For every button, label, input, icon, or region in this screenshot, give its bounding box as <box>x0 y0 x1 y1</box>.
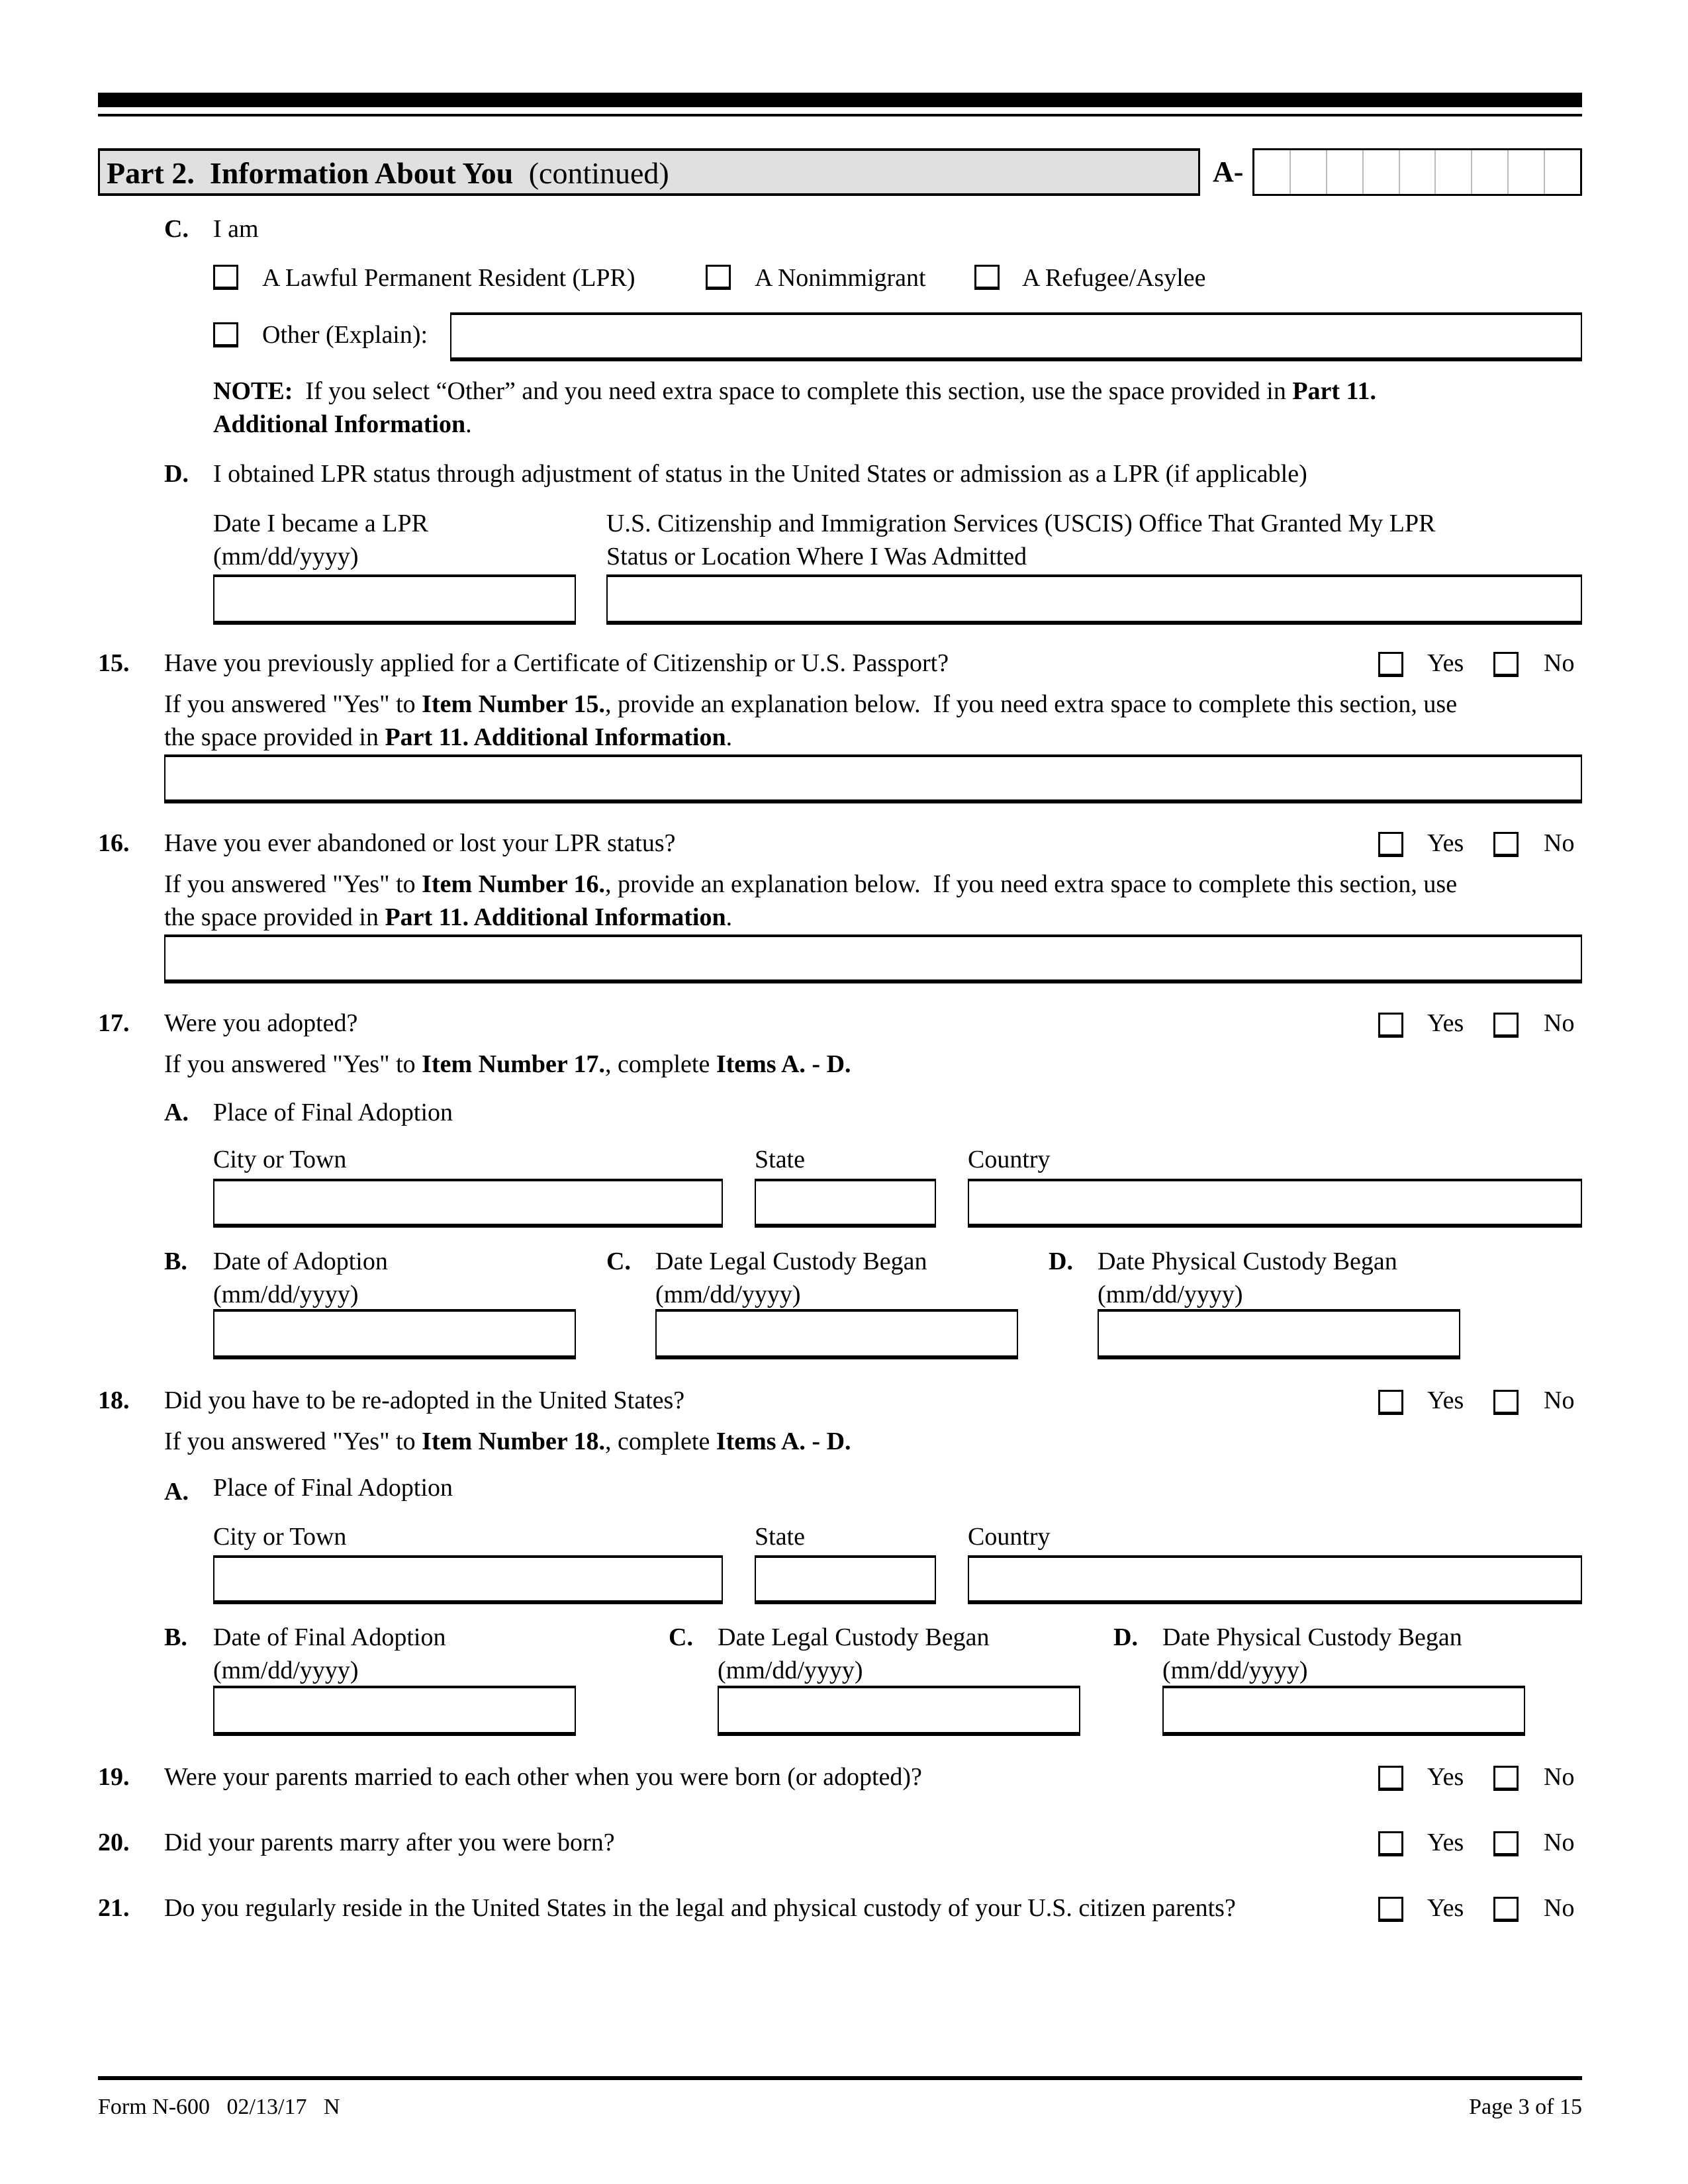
item-18-no-label: No <box>1544 1387 1575 1414</box>
item-18-city-label: City or Town <box>213 1523 347 1551</box>
uscis-office-label: U.S. Citizenship and Immigration Services (USCIS) Office That Granted My LPR <box>606 510 1436 537</box>
item-15-no-label: No <box>1544 649 1575 677</box>
item-18-yes-checkbox[interactable] <box>1378 1390 1403 1415</box>
note-ref-part-11: Part 11. <box>1292 377 1376 405</box>
a-number-cell[interactable] <box>1399 150 1435 194</box>
item-17-number: 17. <box>98 1009 130 1037</box>
item-16-yes-checkbox[interactable] <box>1378 832 1403 857</box>
a-number-cell[interactable] <box>1434 150 1471 194</box>
nonimmigrant-checkbox[interactable] <box>706 265 731 290</box>
item-17-adoption-date-input[interactable] <box>213 1309 576 1359</box>
item-21-yes-label: Yes <box>1427 1894 1464 1922</box>
item-19-number: 19. <box>98 1763 130 1791</box>
item-c-letter: C. <box>164 215 189 243</box>
item-16-question: Have you ever abandoned or lost your LPR status? <box>164 829 676 857</box>
items-ref: Items A. - D. <box>716 1050 851 1078</box>
top-thick-rule <box>98 93 1582 107</box>
part-label: Part 2. Information About You <box>107 156 514 190</box>
item-18c-label: Date Legal Custody Began <box>718 1623 990 1651</box>
section-title <box>107 155 669 192</box>
item-18b-letter: B. <box>164 1623 187 1651</box>
section-header <box>98 148 1200 196</box>
item-18d-label: Date Physical Custody Began <box>1162 1623 1462 1651</box>
instruction-text: the space provided in <box>164 723 385 751</box>
a-number-prefix: A- <box>1213 156 1244 188</box>
item-21-number: 21. <box>98 1894 130 1922</box>
item-16-yes-label: Yes <box>1427 829 1464 857</box>
uscis-office-input[interactable] <box>606 574 1582 625</box>
item-18-legal-custody-date-input[interactable] <box>718 1686 1080 1736</box>
item-19-no-label: No <box>1544 1763 1575 1791</box>
item-17-city-input[interactable] <box>213 1179 723 1228</box>
item-16-no-label: No <box>1544 829 1575 857</box>
item-16-instruction-2 <box>164 901 732 933</box>
instruction-text: , provide an explanation below. If you need extra space to complete this section, use <box>605 690 1458 718</box>
item-18d-format: (mm/dd/yyyy) <box>1162 1657 1308 1684</box>
item-ref: Item Number 17. <box>422 1050 606 1078</box>
a-number-cell[interactable] <box>1544 150 1580 194</box>
item-18-instruction <box>164 1426 851 1457</box>
form-id: Form N-600 02/13/17 N <box>98 2095 340 2119</box>
instruction-text: If you answered "Yes" to <box>164 870 422 898</box>
item-17c-label: Date Legal Custody Began <box>655 1248 927 1275</box>
item-18-state-label: State <box>755 1523 805 1551</box>
item-18-physical-custody-date-input[interactable] <box>1162 1686 1525 1736</box>
item-17-country-input[interactable] <box>968 1179 1582 1228</box>
item-17d-label: Date Physical Custody Began <box>1098 1248 1397 1275</box>
item-18c-letter: C. <box>669 1623 693 1651</box>
item-d-letter: D. <box>164 460 189 488</box>
item-16-no-checkbox[interactable] <box>1493 832 1519 857</box>
item-17-legal-custody-date-input[interactable] <box>655 1309 1018 1359</box>
item-21-no-checkbox[interactable] <box>1493 1897 1519 1922</box>
item-20-number: 20. <box>98 1829 130 1856</box>
item-18-country-input[interactable] <box>968 1555 1582 1604</box>
item-18b-label: Date of Final Adoption <box>213 1623 446 1651</box>
item-17b-letter: B. <box>164 1248 187 1275</box>
item-17-state-label: State <box>755 1146 805 1173</box>
item-15-no-checkbox[interactable] <box>1493 652 1519 677</box>
item-20-question: Did your parents marry after you were born? <box>164 1829 615 1856</box>
item-15-instruction-2 <box>164 721 732 753</box>
item-20-yes-checkbox[interactable] <box>1378 1831 1403 1856</box>
part-11-ref: Part 11. Additional Information <box>385 723 726 751</box>
item-15-yes-label: Yes <box>1427 649 1464 677</box>
item-17-no-label: No <box>1544 1009 1575 1037</box>
item-20-yes-label: Yes <box>1427 1829 1464 1856</box>
a-number-cell[interactable] <box>1326 150 1362 194</box>
item-17c-letter: C. <box>606 1248 631 1275</box>
top-thin-rule <box>98 114 1582 116</box>
refugee-asylee-label: A Refugee/Asylee <box>1022 264 1206 292</box>
instruction-end: . <box>726 903 733 931</box>
item-15-instruction-1 <box>164 688 1457 720</box>
note-line-2 <box>213 408 472 440</box>
other-explain-input[interactable] <box>450 312 1582 361</box>
item-18-yes-label: Yes <box>1427 1387 1464 1414</box>
item-19-yes-label: Yes <box>1427 1763 1464 1791</box>
item-18a-label: Place of Final Adoption <box>213 1474 453 1502</box>
item-17-instruction <box>164 1048 851 1080</box>
item-17d-format: (mm/dd/yyyy) <box>1098 1281 1243 1308</box>
item-c-prompt: I am <box>213 215 259 243</box>
uscis-office-label-2: Status or Location Where I Was Admitted <box>606 543 1027 570</box>
item-19-question: Were your parents married to each other when you were born (or adopted)? <box>164 1763 922 1791</box>
instruction-text: , complete <box>605 1050 716 1078</box>
instruction-end: . <box>726 723 733 751</box>
instruction-text: If you answered "Yes" to <box>164 1050 422 1078</box>
note-ref-additional-info: Additional Information <box>213 410 466 438</box>
item-17a-label: Place of Final Adoption <box>213 1099 453 1126</box>
note-label: NOTE: <box>213 377 293 405</box>
item-20-no-label: No <box>1544 1829 1575 1856</box>
a-number-input[interactable] <box>1252 148 1582 196</box>
nonimmigrant-label: A Nonimmigrant <box>755 264 926 292</box>
item-17-city-label: City or Town <box>213 1146 347 1173</box>
lpr-date-format: (mm/dd/yyyy) <box>213 543 359 570</box>
item-18-no-checkbox[interactable] <box>1493 1390 1519 1415</box>
item-18a-letter: A. <box>164 1478 189 1506</box>
item-17b-format: (mm/dd/yyyy) <box>213 1281 359 1308</box>
item-18-number: 18. <box>98 1387 130 1414</box>
instruction-text: the space provided in <box>164 903 385 931</box>
item-17-no-checkbox[interactable] <box>1493 1013 1519 1038</box>
a-number-cell[interactable] <box>1471 150 1507 194</box>
lpr-label: A Lawful Permanent Resident (LPR) <box>262 264 635 292</box>
item-ref: Item Number 15. <box>422 690 606 718</box>
item-18-adoption-date-input[interactable] <box>213 1686 576 1736</box>
item-16-instruction-1 <box>164 868 1457 900</box>
item-20-no-checkbox[interactable] <box>1493 1831 1519 1856</box>
other-label: Other (Explain): <box>262 321 428 349</box>
item-21-yes-checkbox[interactable] <box>1378 1897 1403 1922</box>
items-ref: Items A. - D. <box>716 1428 851 1455</box>
item-15-number: 15. <box>98 649 130 677</box>
lpr-checkbox[interactable] <box>213 265 238 290</box>
item-17-yes-checkbox[interactable] <box>1378 1013 1403 1038</box>
item-15-question: Have you previously applied for a Certificate of Citizenship or U.S. Passport? <box>164 649 949 677</box>
item-18-state-input[interactable] <box>755 1555 936 1604</box>
item-ref: Item Number 18. <box>422 1428 606 1455</box>
item-21-question: Do you regularly reside in the United States in the legal and physical custody of your U.S. citizen parents? <box>164 1894 1236 1922</box>
item-17-country-label: Country <box>968 1146 1051 1173</box>
instruction-text: If you answered "Yes" to <box>164 690 422 718</box>
item-17d-letter: D. <box>1049 1248 1073 1275</box>
lpr-date-label: Date I became a LPR <box>213 510 428 537</box>
note-end: . <box>465 410 472 438</box>
continued-label: (continued) <box>528 156 669 190</box>
item-18-question: Did you have to be re-adopted in the United States? <box>164 1387 685 1414</box>
item-19-yes-checkbox[interactable] <box>1378 1766 1403 1791</box>
item-17-question: Were you adopted? <box>164 1009 358 1037</box>
item-17c-format: (mm/dd/yyyy) <box>655 1281 801 1308</box>
item-16-number: 16. <box>98 829 130 857</box>
a-number-cell[interactable] <box>1507 150 1544 194</box>
note-text: If you select “Other” and you need extra space to complete this section, use the space provided in <box>293 377 1293 405</box>
a-number-cell[interactable] <box>1289 150 1326 194</box>
item-19-no-checkbox[interactable] <box>1493 1766 1519 1791</box>
item-21-no-label: No <box>1544 1894 1575 1922</box>
lpr-date-input[interactable] <box>213 574 576 625</box>
other-checkbox[interactable] <box>213 322 238 347</box>
instruction-text: , provide an explanation below. If you need extra space to complete this section, use <box>605 870 1458 898</box>
item-17a-letter: A. <box>164 1099 189 1126</box>
instruction-text: , complete <box>605 1428 716 1455</box>
item-15-yes-checkbox[interactable] <box>1378 652 1403 677</box>
item-18-country-label: Country <box>968 1523 1051 1551</box>
instruction-text: If you answered "Yes" to <box>164 1428 422 1455</box>
item-16-explanation-input[interactable] <box>164 934 1582 983</box>
item-18c-format: (mm/dd/yyyy) <box>718 1657 863 1684</box>
item-18b-format: (mm/dd/yyyy) <box>213 1657 359 1684</box>
item-18d-letter: D. <box>1113 1623 1138 1651</box>
item-18-city-input[interactable] <box>213 1555 723 1604</box>
item-17-physical-custody-date-input[interactable] <box>1098 1309 1460 1359</box>
footer-rule <box>98 2076 1582 2080</box>
a-number-cell[interactable] <box>1254 150 1289 194</box>
refugee-asylee-checkbox[interactable] <box>974 265 1000 290</box>
item-15-explanation-input[interactable] <box>164 754 1582 803</box>
item-17-yes-label: Yes <box>1427 1009 1464 1037</box>
a-number-cell[interactable] <box>1362 150 1399 194</box>
item-17-state-input[interactable] <box>755 1179 936 1228</box>
page-number: Page 3 of 15 <box>1469 2095 1582 2119</box>
item-ref: Item Number 16. <box>422 870 606 898</box>
part-11-ref: Part 11. Additional Information <box>385 903 726 931</box>
note-line-1 <box>213 375 1376 407</box>
item-17b-label: Date of Adoption <box>213 1248 388 1275</box>
item-d-prompt: I obtained LPR status through adjustment of status in the United States or admission as a LPR (if applicable) <box>213 460 1307 488</box>
